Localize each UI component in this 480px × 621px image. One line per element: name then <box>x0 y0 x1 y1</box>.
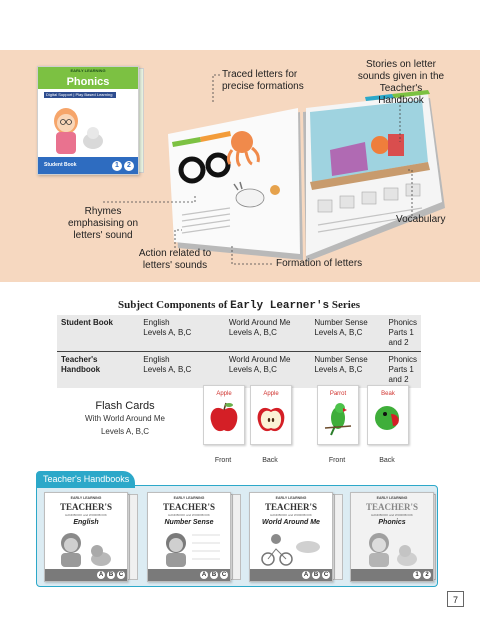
flash-cards-label <box>60 400 190 438</box>
callout-formation: Formation of letters <box>276 258 363 269</box>
callout-action: Action related to letters' sounds <box>138 248 212 271</box>
handbook-subject: Number Sense <box>164 519 214 526</box>
apple-half-icon <box>256 402 286 434</box>
handbook-subject: English <box>73 519 99 526</box>
apple-icon <box>209 402 239 434</box>
table-row-student-book: Student Book English Levels A, B,C World Around Me Levels A, B,C Number Sense Levels A, B,C Phonics Parts 1 and 2 <box>57 315 421 352</box>
card-caption-front: Front <box>328 457 346 464</box>
parrot-icon <box>323 400 353 436</box>
handbook-number-sense: EARLY LEARNING TEACHER'S HANDBOOK and WORKBOOK Number Sense A B C <box>147 492 231 582</box>
flash-cards-levels: Levels A, B,C <box>100 427 150 436</box>
handbook-english: EARLY LEARNING TEACHER'S HANDBOOK and WORKBOOK English A B C <box>44 492 128 582</box>
flash-cards-title: Flash Cards <box>95 400 155 412</box>
bicycle-illustration <box>256 531 326 567</box>
flash-cards-subtitle: With World Around Me <box>85 414 165 423</box>
callout-connectors <box>0 50 480 282</box>
cover-series: EARLY LEARNING <box>70 68 106 73</box>
cover-title: Phonics <box>66 76 110 88</box>
cover-part-1: 1 <box>112 161 122 171</box>
boy-and-cat-illustration <box>53 531 119 567</box>
cover-book-label: Student Book <box>44 162 77 168</box>
flash-card-apple-back: Apple <box>250 385 292 445</box>
callout-stories: Stories on letter sounds given in the Teacher's Handbook <box>357 59 445 106</box>
table-row-teachers-handbook: Teacher's Handbook English Levels A, B,C World Around Me Levels A, B,C Number Sense Levels A, B,C Phonics Parts 1 and 2 <box>57 352 421 389</box>
subject-components-table <box>57 297 421 388</box>
cover-tagline: Digital Support | Play Based Learning <box>44 92 116 98</box>
parrot-head-icon <box>373 402 403 434</box>
cover-part-2: 2 <box>124 161 134 171</box>
table-title: Subject Components of Early Learner's Series <box>117 299 361 312</box>
card-caption-front: Front <box>214 457 232 464</box>
flash-card-parrot-front: Parrot <box>317 385 359 445</box>
girl-and-cat-illustration <box>359 531 425 567</box>
handbook-subject: Phonics <box>378 519 406 526</box>
child-illustration <box>156 531 222 567</box>
page-number: 7 <box>447 591 464 607</box>
card-caption-back: Back <box>379 457 395 464</box>
callout-traced-letters: Traced letters for precise formations <box>222 69 304 92</box>
callout-rhymes: Rhymes emphasising on letters' sound <box>67 206 139 241</box>
flash-card-apple-front: Apple <box>203 385 245 445</box>
row-head: Teacher's Handbook <box>61 355 101 374</box>
row-head: Student Book <box>57 315 139 352</box>
handbook-phonics: EARLY LEARNING TEACHER'S HANDBOOK and WORKBOOK Phonics 1 2 <box>350 492 434 582</box>
teachers-handbooks-tab: Teacher's Handbooks <box>36 471 135 488</box>
card-caption-back: Back <box>262 457 278 464</box>
handbook-subject: World Around Me <box>262 519 320 526</box>
handbook-world-around-me: EARLY LEARNING TEACHER'S HANDBOOK and WORKBOOK World Around Me A B C <box>249 492 333 582</box>
callout-vocabulary: Vocabulary <box>396 214 446 225</box>
flash-card-beak-back: Beak <box>367 385 409 445</box>
